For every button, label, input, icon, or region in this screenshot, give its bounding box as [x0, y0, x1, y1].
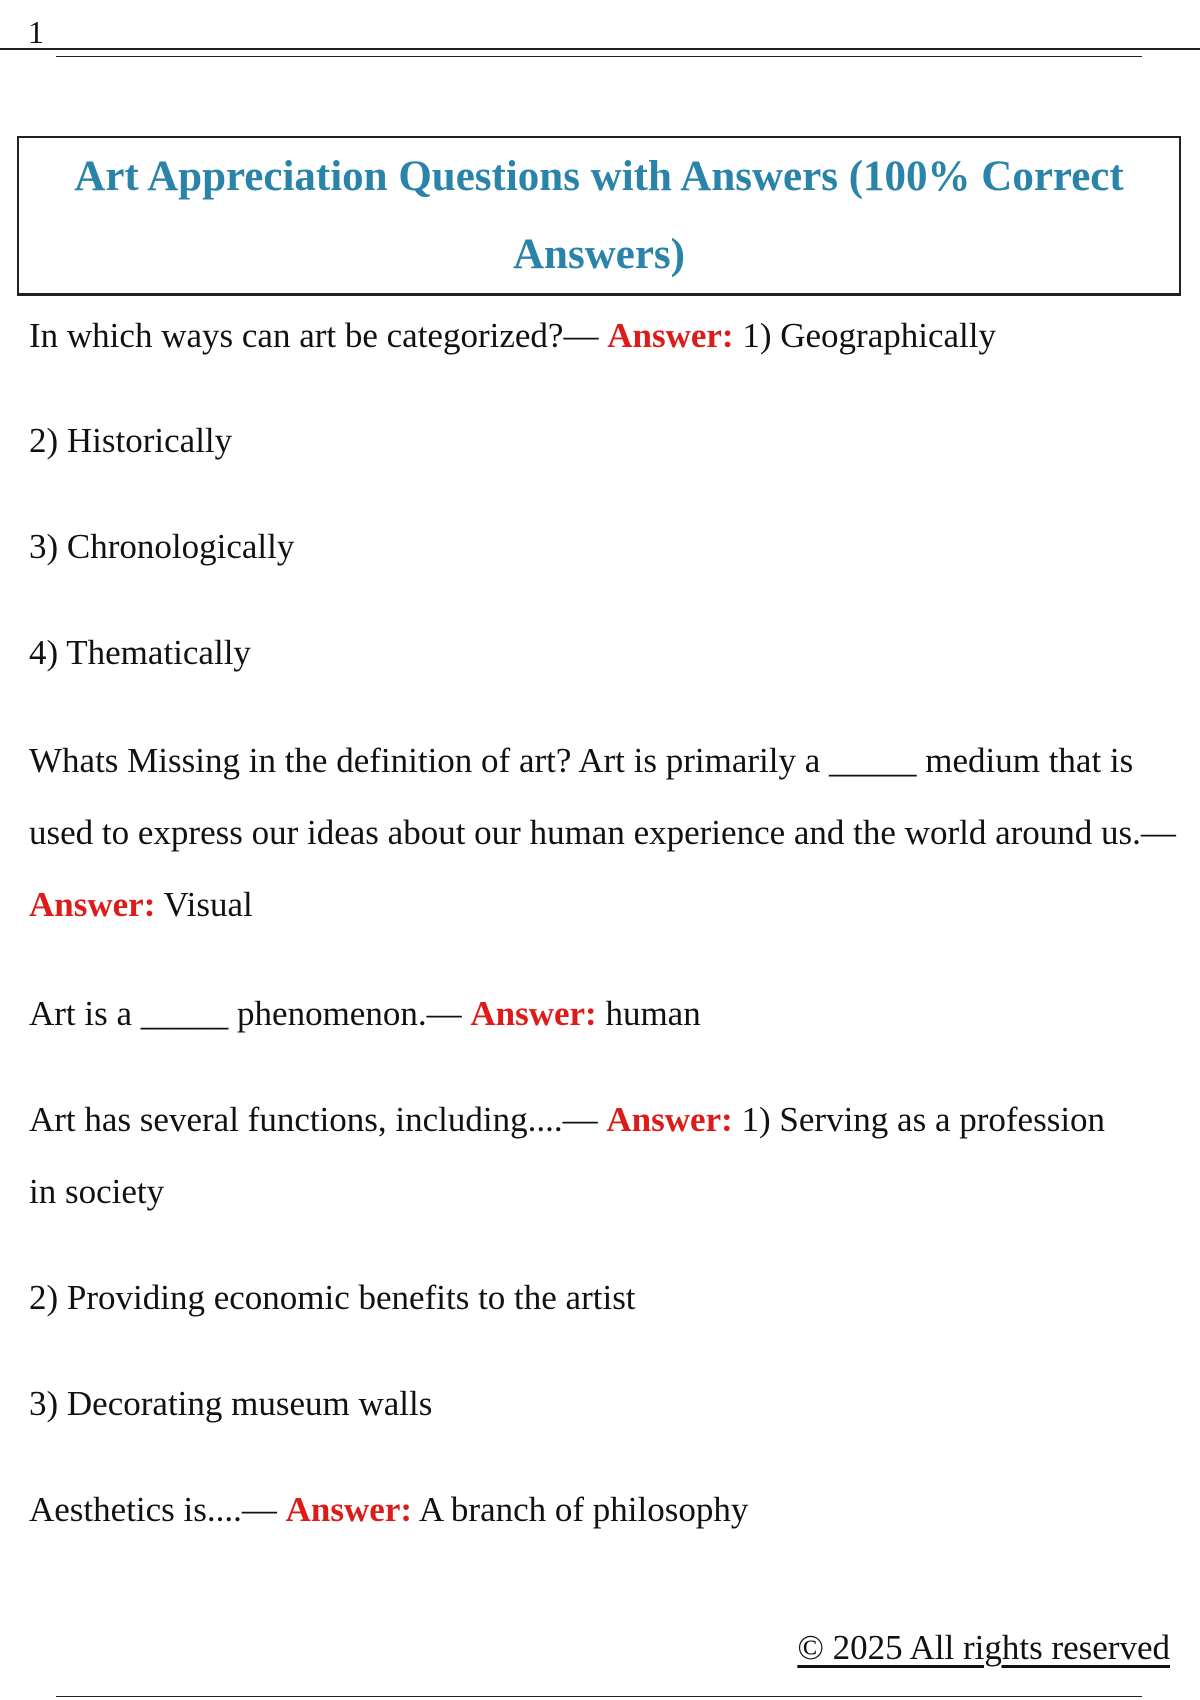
- question-text: Aesthetics is....—: [29, 1490, 286, 1529]
- page-title: Art Appreciation Questions with Answers (100% Correct Answers): [74, 152, 1124, 278]
- title-box: [17, 136, 1181, 296]
- page-number: 1: [28, 14, 44, 50]
- answer-text: 1) Serving as a profession in society: [29, 1100, 1106, 1211]
- list-item-historically: [29, 405, 1179, 477]
- question-text: Whats Missing in the definition of art? Art is primarily a _____ medium that is used to express our ideas about our human experience and the world around us.—: [29, 741, 1176, 852]
- list-item-text: 2) Providing economic benefits to the artist: [29, 1278, 636, 1317]
- header-rule-outer: [0, 48, 1200, 50]
- qa-item-aesthetics: [29, 1474, 1179, 1546]
- list-item-text: 2) Historically: [29, 421, 233, 460]
- qa-item-definition: [29, 725, 1179, 941]
- copyright-footer: © 2025 All rights reserved: [797, 1628, 1170, 1667]
- answer-text: A branch of philosophy: [412, 1490, 749, 1529]
- answer-text: Visual: [155, 885, 253, 924]
- qa-item-phenomenon: [29, 978, 1179, 1050]
- answer-label: Answer:: [607, 316, 734, 355]
- footer-rule: [56, 1696, 1142, 1697]
- list-item-text: 3) Chronologically: [29, 527, 295, 566]
- answer-text: human: [596, 994, 701, 1033]
- question-text: Art has several functions, including....—: [29, 1100, 607, 1139]
- qa-item-categorize: [29, 300, 1179, 372]
- answer-label: Answer:: [470, 994, 597, 1033]
- list-item-economic: [29, 1262, 1179, 1334]
- question-text: Art is a _____ phenomenon.—: [29, 994, 471, 1033]
- header-rule-inner: [56, 56, 1142, 57]
- list-item-text: 4) Thematically: [29, 633, 251, 672]
- list-item-text: 3) Decorating museum walls: [29, 1384, 433, 1423]
- answer-text: 1) Geographically: [733, 316, 996, 355]
- list-item-chronologically: [29, 511, 1179, 583]
- answer-label: Answer:: [285, 1490, 413, 1529]
- list-item-thematically: [29, 617, 1179, 689]
- answer-label: Answer:: [606, 1100, 733, 1139]
- question-text: In which ways can art be categorized?—: [29, 316, 608, 355]
- list-item-museum: [29, 1368, 1179, 1440]
- answer-label: Answer:: [29, 885, 156, 924]
- qa-item-functions: [29, 1084, 1109, 1228]
